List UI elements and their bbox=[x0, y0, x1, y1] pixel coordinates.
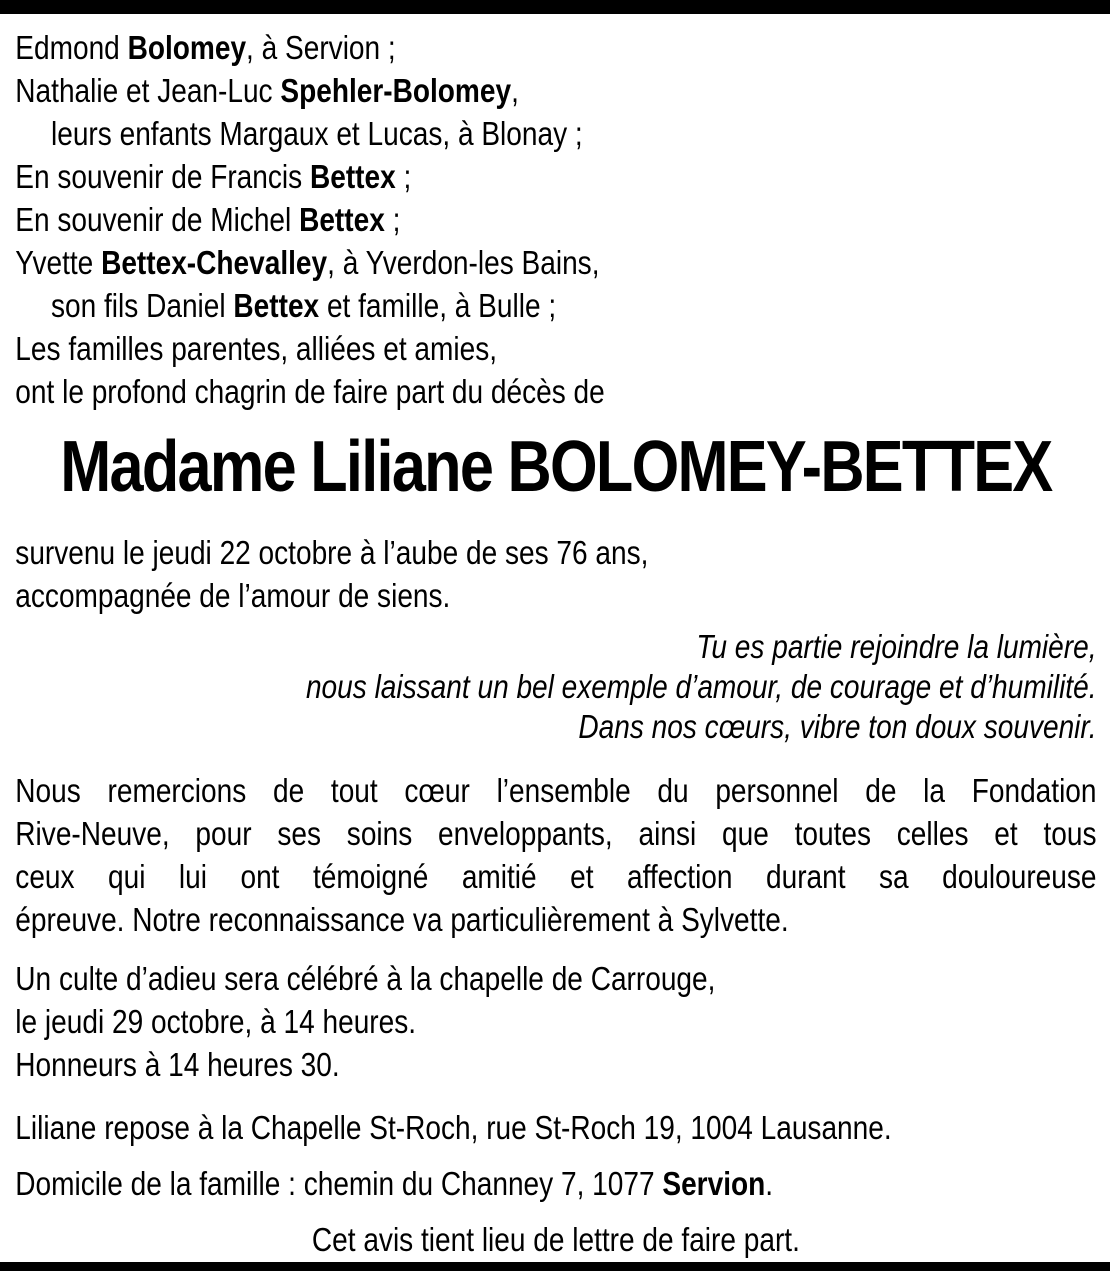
closing-statement bbox=[15, 1218, 1096, 1261]
family-line-text: ; bbox=[395, 158, 412, 195]
domicile-line bbox=[15, 1162, 1096, 1205]
service-line: Honneurs à 14 heures 30. bbox=[15, 1046, 340, 1083]
family-line-text: En souvenir de Michel bbox=[15, 201, 300, 238]
family-line bbox=[15, 327, 1096, 370]
family-surname: Bettex bbox=[233, 287, 320, 324]
family-line-text: , à Servion ; bbox=[246, 29, 396, 66]
family-line-text: son fils Daniel bbox=[51, 287, 234, 324]
thanks-line: Nous remercions de tout cœur l’ensemble du personnel de la Fondation bbox=[15, 772, 1097, 809]
family-line bbox=[15, 198, 1096, 241]
repose-line: Liliane repose à la Chapelle St-Roch, rue St-Roch 19, 1004 Lausanne. bbox=[15, 1109, 892, 1146]
thanks-paragraph bbox=[15, 769, 1096, 941]
domicile-text: . bbox=[765, 1165, 774, 1202]
repose-location bbox=[15, 1106, 1096, 1149]
domicile-text: Domicile de la famille : chemin du Channey 7, 1077 bbox=[15, 1165, 663, 1202]
thanks-line: Rive-Neuve, pour ses soins enveloppants, ainsi que toutes celles et tous bbox=[15, 815, 1097, 852]
family-surname: Bettex bbox=[299, 201, 385, 238]
family-surname: Bettex-Chevalley bbox=[101, 244, 328, 281]
death-line: accompagnée de l’amour de siens. bbox=[15, 577, 451, 614]
family-line-text: leurs enfants Margaux et Lucas, à Blonay ; bbox=[51, 115, 583, 152]
family-line-text: ont le profond chagrin de faire part du décès de bbox=[15, 373, 605, 410]
top-border-rule bbox=[0, 0, 1110, 14]
family-line-text: Yvette bbox=[15, 244, 102, 281]
service-line: Un culte d’adieu sera célébré à la chapelle de Carrouge, bbox=[15, 960, 716, 997]
service-details bbox=[15, 957, 1096, 1086]
death-line: survenu le jeudi 22 octobre à l’aube de ses 76 ans, bbox=[15, 534, 649, 571]
family-line-text: En souvenir de Francis bbox=[15, 158, 310, 195]
domicile-town: Servion bbox=[662, 1165, 766, 1202]
family-line bbox=[15, 26, 1096, 69]
thanks-line: ceux qui lui ont témoigné amitié et affection durant sa douloureuse bbox=[15, 858, 1097, 895]
family-surname: Bolomey bbox=[127, 29, 247, 66]
closing-line: Cet avis tient lieu de lettre de faire part. bbox=[311, 1221, 800, 1258]
family-line-text: ; bbox=[384, 201, 401, 238]
family-line bbox=[15, 241, 1096, 284]
family-line-text: Les familles parentes, alliées et amies, bbox=[15, 330, 498, 367]
family-line bbox=[15, 284, 1096, 327]
service-line: le jeudi 29 octobre, à 14 heures. bbox=[15, 1003, 417, 1040]
bottom-border-rule bbox=[0, 1262, 1110, 1271]
family-line-text: Edmond bbox=[15, 29, 128, 66]
family-surname: Spehler-Bolomey bbox=[280, 72, 512, 109]
family-line bbox=[15, 69, 1096, 112]
death-announcement bbox=[15, 531, 1096, 617]
family-line bbox=[15, 112, 1096, 155]
deceased-name-title: Madame Liliane BOLOMEY-BETTEX bbox=[60, 427, 1052, 507]
thanks-line: épreuve. Notre reconnaissance va particulièrement à Sylvette. bbox=[15, 901, 789, 938]
verse-line: nous laissant un bel exemple d’amour, de courage et d’humilité. bbox=[305, 668, 1097, 705]
family-line-text: , à Yverdon-les Bains, bbox=[327, 244, 600, 281]
family-surname: Bettex bbox=[309, 158, 396, 195]
family-list bbox=[15, 26, 1096, 413]
family-line-text: Nathalie et Jean-Luc bbox=[15, 72, 281, 109]
family-line bbox=[15, 155, 1096, 198]
family-domicile bbox=[15, 1162, 1096, 1205]
verse-line: Dans nos cœurs, vibre ton doux souvenir. bbox=[578, 708, 1097, 745]
family-line-text: et famille, à Bulle ; bbox=[319, 287, 557, 324]
family-line-text: , bbox=[511, 72, 519, 109]
verse-line: Tu es partie rejoindre la lumière, bbox=[696, 628, 1097, 665]
memorial-verse bbox=[15, 627, 1096, 747]
obituary-content bbox=[0, 14, 1110, 1261]
family-line bbox=[15, 370, 1096, 413]
